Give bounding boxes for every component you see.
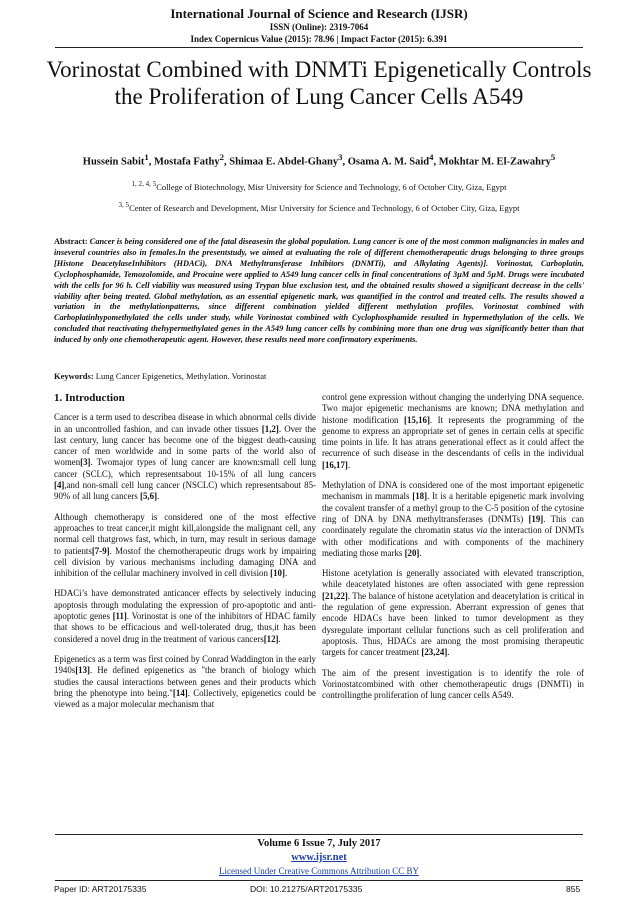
- citation: [12]: [263, 633, 279, 644]
- citation: [11]: [112, 611, 127, 622]
- author-affiliation-marker: 5: [550, 152, 556, 162]
- footer-page-number: 855: [566, 884, 581, 894]
- citation: [3]: [80, 457, 91, 468]
- affiliation-2-marker: 3, 5: [118, 201, 130, 209]
- left-paragraphs: [54, 412, 316, 710]
- paragraph-text: ,and non-small cell lung cancer (NSCLC) which representsabout 85-90% of all lung cancers: [54, 480, 316, 502]
- paragraph-text: . This can coordinately regulate the chromatin status: [322, 513, 584, 536]
- affiliation-1-marker: 1, 2, 4, 5: [131, 180, 157, 188]
- paragraph-text: . Collectively, epigenetics could be viewed as a major molecular mechanism that: [54, 687, 316, 710]
- left-column: [54, 393, 316, 719]
- citation: [5,6]: [140, 491, 158, 502]
- paragraph-text: . The balance of histone acetylation and deacetylation is critical in the regulation of gene expression. Aberrant expression of genes that encode HDACs have been linked to tumor development as they dysregulate important cellular functions such as cell proliferation and apoptosis. Thus, HDACs are among the most promising therapeutic targets for cancer treatment: [322, 590, 584, 658]
- paragraph-text: .: [347, 459, 351, 470]
- paragraph-text: Although chemotherapy is considered one of the most effective approaches to treat cancer,it might kill,alongside the malignant cell, any normal cell thatgrows fast, which, in turn, may result in serious damage to patients: [54, 511, 316, 556]
- author-list: Hussein Sabit$^1$, Mostafa Fathy$^2$, Shimaa E. Abdel-Ghany$^3$, Osama A. M. Said$^4$, Mokhtar M. El-Zawahry$^5$: [82, 152, 556, 168]
- affiliation-1: [30, 180, 608, 192]
- paragraph-text: . It represents the programming of the genome to express an appropriate set of genes in certain cells at specific time points in life. It has atrans generational effect as it could affect the recurrence of such disease in the descendants of cells in the individual: [322, 414, 584, 459]
- citation: [7-9]: [91, 545, 110, 556]
- citation: [20]: [404, 547, 420, 558]
- journal-issn: ISSN (Online): 2319-7064: [269, 22, 369, 32]
- citation: [23,24]: [421, 647, 448, 658]
- right-column: [322, 392, 584, 710]
- author-affiliation-marker: 1: [144, 152, 149, 162]
- paragraph-text: Histone acetylation is generally associated with elevated transcription, while deacetylated histones are often associated with gene repression: [322, 568, 584, 590]
- paragraph-text: the interaction of DNMTs with other modifications and with components of the machinery mediating those marks: [322, 525, 584, 558]
- paragraph: [322, 392, 584, 471]
- author-name: Mokhtar M. El-Zawahry: [438, 156, 551, 168]
- paragraph-text: . Over the last century, lung cancer has become one of the biggest death-causing cancer of men worldwide and in some parts of the world also of women: [54, 423, 316, 468]
- paper-title: Vorinostat Combined with DNMTi Epigenetically Controls the Proliferation of Lung Cancer Cells A549: [46, 57, 592, 109]
- author-affiliation-marker: 3: [338, 152, 343, 162]
- author-name: Mostafa Fathy: [154, 156, 220, 168]
- paragraph: [54, 512, 316, 580]
- citation: [13]: [75, 665, 91, 676]
- paragraph: [54, 412, 316, 502]
- paragraph-text: control gene expression without changing the underlying DNA sequence. Two major epigenetic mechanisms are known; DNA methylation and histone modification: [322, 392, 584, 425]
- abstract-text: Cancer is being considered one of the fatal diseasesin the global population. Lung cancer is one of the most common malignancies in males and inseveral countries also in females.In the presentstudy, we aimed at evaluating the role of different chemotherapeutic drugs belonging to three groups [Histone DeacetylaseInhibitors (HDACi), DNA Methyltransferase Inhibitors (DNMTi), and Alkylating Agents)]. Vorinostat, Carboplatin, Cyclophosphamide, Temozolomide, and Procaine were applied to A549 lung cancer cells in final concentrations of 3µM and 5µM. Drugs were incubated with the cells for 96 h. Cell viability was measured using Trypan blue exclusion test, and the obtained results showed a significant decrease in the cells' viability after being treated. Global methylation, as an essential epigenetic mark, was quantified in the control and treated cells. The results showed a variation in the methylationpatterns, since different combination yielded different methylation profiles. Vorinostat combined with Carboplatinhypomethylated the cells under study, while Vorinostat combined with Cyclophosphamide resulted in hypermethylation of the cells. We concluded that reactivating thehypermethylated genes in the A549 lung cancer cells by combining more than one drug was significantly better than that induced by only one chemotherapeutic agent. However, these results need more confirmatory experiments.: [54, 237, 584, 345]
- paragraph: [322, 480, 584, 559]
- citation: [14]: [172, 687, 188, 698]
- footer-website-link[interactable]: www.ijsr.net: [291, 852, 347, 863]
- footer-volume: Volume 6 Issue 7, July 2017: [257, 838, 381, 849]
- author-affiliation-marker: 2: [219, 152, 224, 162]
- journal-name: International Journal of Science and Research (IJSR): [170, 6, 468, 21]
- author-name: Osama A. M. Said: [347, 156, 430, 168]
- paragraph-text: . He defined epigenetics as "the branch of biology which studies the causal interactions between genes and their products which bring the phenotype into being.": [54, 665, 316, 698]
- footer-rule: [55, 834, 583, 835]
- keywords-label: Keywords:: [54, 371, 94, 381]
- citation: [18]: [412, 491, 428, 502]
- citation: [21,22]: [322, 590, 348, 601]
- citation: [4]: [54, 480, 65, 491]
- citation: [16,17]: [322, 459, 348, 470]
- paragraph: [322, 668, 584, 702]
- header-rule: [55, 47, 583, 48]
- keywords-text: Lung Cancer Epigenetics, Methylation. Vorinostat: [95, 371, 267, 381]
- citation: [19]: [528, 513, 544, 524]
- affiliation-1-text: College of Biotechnology, Misr University for Science and Technology, 6 of October City, Giza, Egypt: [156, 181, 507, 192]
- paragraph-text: . It is a heritable epigenetic mark involving the covalent transfer of a methyl group to the C-5 position of the cytosine ring of DNA by DNA methyltransferases (DNMTs): [322, 491, 584, 524]
- footer-bottom-rule: [55, 880, 583, 881]
- paragraph: [322, 568, 584, 658]
- paragraph-text: Cancer is a term used to describea disease in which abnormal cells divide in an uncontrolled fashion, and can invade other tissues: [54, 412, 316, 434]
- paragraph-text: . Twomajor types of lung cancer are known:small cell lung cancer (SCLC), which representsabout 10-15% of all lung cancers: [54, 457, 316, 479]
- affiliation-2: [30, 201, 608, 213]
- author-affiliation-marker: 4: [429, 152, 434, 162]
- paragraph-text: The aim of the present investigation is to identify the role of Vorinostatcombined with other chemotherapeutic drugs (DNMTi) in controllingthe proliferation of lung cancer cells A549.: [322, 667, 584, 701]
- author-name: Hussein Sabit: [82, 156, 145, 168]
- section-heading: 1. Introduction: [54, 392, 125, 404]
- citation: [15,16]: [404, 414, 430, 425]
- paragraph: [54, 588, 316, 644]
- paragraph-text: via: [476, 525, 488, 536]
- paragraph-text: . Mostof the chemotherapeutic drugs work by impairing cell division by various mechanisms including damaging DNA and inhibition of the cellular machinery involved in cell division: [54, 545, 317, 579]
- footer-doi: DOI: 10.21275/ART20175335: [250, 884, 363, 894]
- footer-license-link[interactable]: Licensed Under Creative Commons Attribution CC BY: [219, 866, 419, 876]
- author-name: Shimaa E. Abdel-Ghany: [229, 156, 339, 168]
- paragraph: [54, 654, 316, 710]
- journal-index: Index Copernicus Value (2015): 78.96 | Impact Factor (2015): 6.391: [190, 34, 448, 44]
- paragraph-text: .: [278, 633, 281, 644]
- abstract-label: Abstract:: [54, 237, 88, 246]
- paragraph-text: HDACi’s have demonstrated anticancer effects by selectively inducing apoptosis through modulating the expression of pro-apoptotic and anti-apoptotic genes: [54, 588, 316, 622]
- paragraph-text: . Vorinostat is one of the inhibitors of HDAC family that shows to be efficacious and well-tolerated drug, thus,it has been considered a novel drug in the treatment of various cancers: [54, 611, 316, 644]
- keywords: [54, 371, 584, 381]
- paragraph-text: .: [284, 568, 288, 579]
- footer-paper-id: Paper ID: ART20175335: [54, 884, 147, 894]
- affiliation-2-text: Center of Research and Development, Misr University for Science and Technology, 6 of October City, Giza, Egypt: [129, 202, 520, 213]
- abstract: [54, 237, 584, 346]
- right-paragraphs: [322, 392, 584, 701]
- paragraph-text: .: [157, 491, 160, 502]
- citation: [10]: [270, 568, 285, 579]
- paragraph-text: .: [419, 547, 422, 558]
- paragraph-text: Methylation of DNA is considered one of the most important epigenetic mechanism in mammals: [322, 480, 584, 502]
- citation: [1,2]: [261, 423, 279, 434]
- paragraph-text: .: [447, 647, 450, 658]
- paragraph-text: Epigenetics as a term was first coined by Conrad Waddington in the early 1940s: [54, 653, 316, 676]
